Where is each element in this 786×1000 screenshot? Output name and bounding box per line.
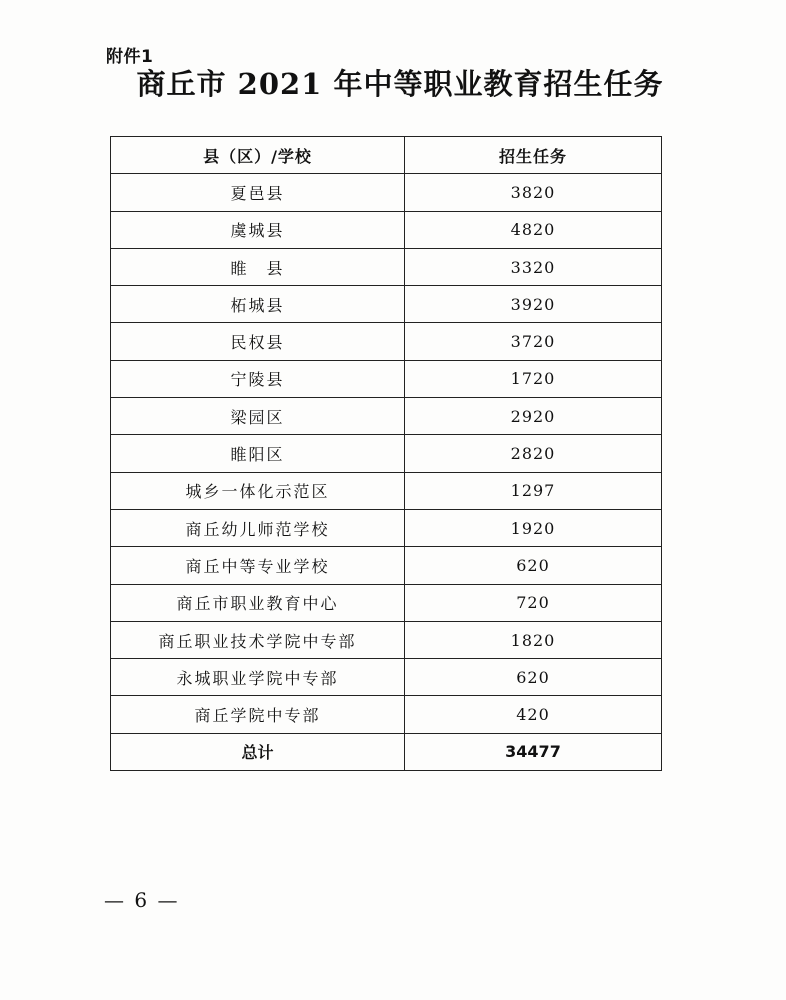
page-number: — 6 —	[104, 888, 180, 912]
quota-value-cell: 420	[405, 696, 662, 733]
quota-value-cell: 2820	[405, 435, 662, 472]
quota-value-cell: 1920	[405, 509, 662, 546]
table-row	[111, 211, 662, 248]
table-row	[111, 323, 662, 360]
district-name-cell: 睢 县	[111, 248, 405, 285]
quota-value-cell: 2920	[405, 398, 662, 435]
district-name-cell: 商丘幼儿师范学校	[111, 509, 405, 546]
quota-value-cell: 3920	[405, 286, 662, 323]
table-row	[111, 584, 662, 621]
table-row	[111, 360, 662, 397]
district-name-cell: 柘城县	[111, 286, 405, 323]
district-name-cell: 夏邑县	[111, 174, 405, 211]
district-name-cell: 永城职业学院中专部	[111, 659, 405, 696]
district-name-cell: 梁园区	[111, 398, 405, 435]
district-name-cell: 商丘学院中专部	[111, 696, 405, 733]
table-row	[111, 435, 662, 472]
attachment-label: 附件1	[106, 47, 154, 67]
table-row	[111, 621, 662, 658]
quota-value-cell: 620	[405, 547, 662, 584]
district-name-cell: 虞城县	[111, 211, 405, 248]
table-row	[111, 547, 662, 584]
table-row	[111, 696, 662, 733]
quota-value-cell: 720	[405, 584, 662, 621]
table-row	[111, 509, 662, 546]
table-header-row	[111, 137, 662, 174]
total-label: 总计	[111, 733, 405, 770]
table-row	[111, 659, 662, 696]
total-quota: 34477	[405, 733, 662, 770]
district-name-cell: 睢阳区	[111, 435, 405, 472]
table-row	[111, 286, 662, 323]
quota-value-cell: 3820	[405, 174, 662, 211]
district-name-cell: 城乡一体化示范区	[111, 472, 405, 509]
table-row	[111, 174, 662, 211]
quota-value-cell: 3720	[405, 323, 662, 360]
table-total-row	[111, 733, 662, 770]
column-header-district: 县（区）/学校	[111, 137, 405, 174]
district-name-cell: 商丘市职业教育中心	[111, 584, 405, 621]
table-row	[111, 248, 662, 285]
enrollment-quota-table	[110, 136, 662, 771]
quota-value-cell: 620	[405, 659, 662, 696]
quota-value-cell: 1820	[405, 621, 662, 658]
quota-value-cell: 1720	[405, 360, 662, 397]
table-row	[111, 398, 662, 435]
district-name-cell: 民权县	[111, 323, 405, 360]
quota-value-cell: 3320	[405, 248, 662, 285]
quota-value-cell: 1297	[405, 472, 662, 509]
column-header-quota: 招生任务	[405, 137, 662, 174]
district-name-cell: 商丘中等专业学校	[111, 547, 405, 584]
table-row	[111, 472, 662, 509]
page-title: 商丘市 2021 年中等职业教育招生任务	[136, 67, 664, 101]
quota-value-cell: 4820	[405, 211, 662, 248]
table-body	[111, 174, 662, 733]
district-name-cell: 商丘职业技术学院中专部	[111, 621, 405, 658]
district-name-cell: 宁陵县	[111, 360, 405, 397]
